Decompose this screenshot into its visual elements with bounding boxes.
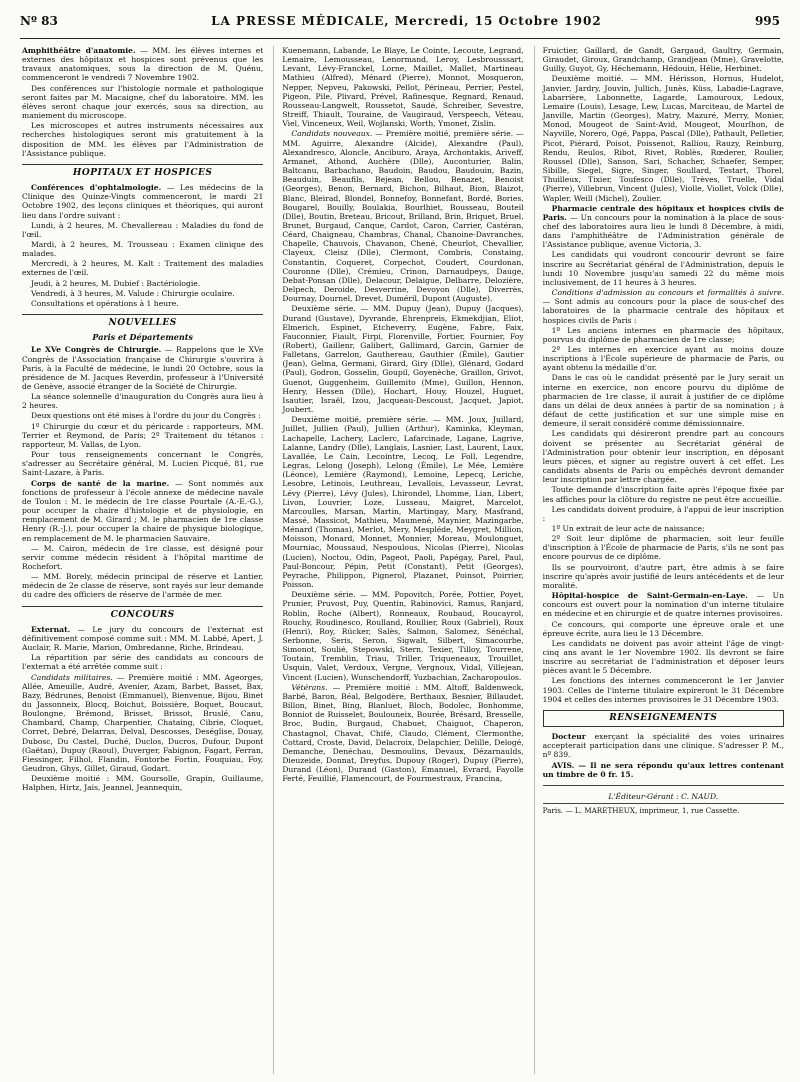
issue-number: Nº 83: [20, 14, 58, 28]
article-pharmacie: Pharmacie centrale des hôpitaux et hospices civils de Paris. — Un concours pour la nomination à la place de sous-chef des laboratoires aura lieu le lundi 8 Décembre, à midi, dans l'amphithéâtre de l'Administration générale de l'Assistance publique, avenue Victoria, 3.: [542, 203, 784, 250]
paragraph: Deuxième moitié : MM. Goursolle, Grapin, Guillaume, Halphen, Hirtz, Jais, Jeannel, Jeannequin,: [22, 774, 264, 793]
paragraph: — MM. Borely, médecin principal de réserve et Lantier, médecin de 2e classe de réserve, sont rayés sur leur demande du cadre des officiers de réserve de l'armée de mer.: [22, 572, 264, 600]
paragraph: Pour tous renseignements concernant le Congrès, s'adresser au Secrétaire général, M. Lucien Picqué, 81, rue Saint-Lazare, à Paris.: [22, 450, 264, 478]
paragraph: Les candidats ne doivent pas avoir atteint l'âge de vingt-cinq ans avant le 1er Novembre 1902. Ils devront se faire inscrire au secrétariat de l'administration et déposer leurs pièces avant le 5 Décembre.: [542, 638, 784, 676]
section-heading-concours: CONCOURS: [22, 606, 263, 620]
paragraph: 2º Les internes en exercice ayant au moins douze inscriptions à l'École supérieure de pharmacie de Paris, ou ayant obtenu la médaille d'or.: [542, 345, 784, 373]
schedule-line: Mardi, à 2 heures, M. Trousseau : Examen clinique des malades.: [22, 239, 264, 259]
paragraph: Deux questions ont été mises à l'ordre du jour du Congrès :: [31, 411, 261, 421]
paragraph: Deuxième série. — MM. Popovitch, Porée, Pottier, Poyet, Prunier, Pruvost, Puy, Quentin, Rabinovici, Ramus, Ranjard, Roblin, Roche (Albert), Ronneaux, Roubaud, Roucayrol, Rouchy, Roudinesco, Roulland, Roullier, Roux (Gabriel), Roux (Henri), Roy, Rücker, Salès, Salmon, Salomez, Sénéchal, Serbonne, Seris, Seron, Sigwalt, Silbert, Simacourbe, Simonot, Soulié, Stepowski, Stern, Texier, Tilloy, Tourrene, Toutain, Tremblin, Triau, Triller, Triqueneaux, Trouillet, Usquin, Valet, Verdoux, Vergne, Vergnoux, Vidal, Villejean, Vincent (Lucien), Wunschendorff, Yuzbachian, Zacharopoulos.: [282, 590, 524, 682]
section-heading-nouvelles: NOUVELLES: [22, 314, 263, 328]
conditions: Conditions d'admission au concours et formalités à suivre. — Sont admis au concours pour la place de sous-chef des laboratoires de la pharmacie centrale des hôpitaux et hospices civils de Paris :: [542, 288, 784, 325]
avis-notice: AVIS. — Il ne sera répondu qu'aux lettres contenant un timbre de 0 fr. 15.: [542, 760, 784, 779]
article-saint-germain: Hôpital-hospice de Saint-Germain-en-Laye. — Un concours est ouvert pour la nomination d'un interne titulaire en médecine et en chirurgie et de quatre internes provisoires.: [542, 591, 784, 619]
article-externat: Externat. — Le jury du concours de l'externat est définitivement composé comme suit : MM. M. Labbé, Apert, J. Auclair, R. Marie, Marion, Ombredanne, Riche, Brindeau.: [22, 624, 264, 653]
column-3: [534, 46, 784, 1074]
colophon: [543, 785, 784, 815]
paragraph: Deuxième série. — MM. Dupuy (Jean), Dupuy (Jacques), Durand (Gustave), Dyvrande, Ehrenpreis, Ekmekdjian, Eliot, Elmerich, Espinet, Etcheverry, Eugène, Fabre, Faix, Fauconnier, Fiault, Firpi, Florenville, Fortier, Fournier, Foy (Robert), Gaillenr, Galibert, Gallimard, Garcin, Garnier de Falletans, Garrelon, Gauthereau, Gauthier (Émile), Gautier (Jean), Gelma, Germani, Girard, Giry (Dlle), Glénard, Godard (Paul), Godron, Gosselin, Goupil, Goyenèche, Graillon, Grivot, Guenot, Guggenheim, Guillemito (Mme), Guillon, Hennon, Henry, Hessen (Dlle), Hochart, Houy, Houzel, Huguet, Isautier, Israël, Izou, Jacqueau-Descoust, Jacquet, Japiot, Joubert.: [282, 304, 524, 415]
schedule-line: Jeudi, à 2 heures, M. Dubief : Bactériologie.: [31, 278, 201, 288]
paragraph: 1º Un extrait de leur acte de naissance;: [551, 523, 705, 533]
page-folio: 995: [754, 14, 780, 28]
article-ophtalmologie: Conférences d'ophtalmologie. — Les médecins de la Clinique des Quinze-Vingts commenceront, le mardi 21 Octobre 1902, des leçons cliniques et théoriques, qui auront lieu dans l'ordre suivant :: [22, 183, 264, 220]
article-congres: Le XVe Congrès de Chirurgie. — Rappelons que le XVe Congrès de l'Association française de Chirurgie s'ouvrira à Paris, à la Faculté de médecine, le lundi 20 Octobre, sous la présidence de M. Jacques Reverdin, professeur à l'Université de Genève, associé étranger de la Société de Chirurgie.: [22, 345, 264, 391]
paragraph: 1º Les anciens internes en pharmacie des hôpitaux, pourvus du diplôme de pharmacien de 1re classe;: [542, 325, 784, 344]
paragraph: Dans le cas où le candidat présenté par le Jury serait un interne en exercice, non encore pourvu du diplôme de pharmacien de 1re classe, il aurait à justifier de ce diplôme dans un délai de deux années à partir de sa nomination ; à défaut de cette justification et sur une simple mise en demeure, il serait considéré comme démissionnaire.: [542, 373, 784, 429]
classified-ad: Docteur exerçant la spécialité des voies urinaires accepterait participation dans une clinique. S'adresser P. M., nº 839.: [542, 732, 784, 760]
masthead: [20, 14, 780, 36]
section-heading-renseignements: RENSEIGNEMENTS: [543, 710, 784, 727]
printer-line: Paris. — L. MARETHEUX, imprimeur, 1, rue Cassette.: [543, 803, 784, 815]
paragraph: Les fonctions des internes commenceront le 1er Janvier 1903. Celles de l'interne titulaire expireront le 31 Décembre 1904 et celles des internes provisoires le 31 Décembre 1903.: [542, 676, 784, 704]
column-2: [273, 46, 523, 1074]
veterans: Vétérans. — Première moitié : MM. Altoff, Baldenweck, Barbé, Baron, Béal, Belgodère, Berthaux, Besnier, Billaudet, Billon, Binet, Bing, Blanluet, Bloch, Bodolec, Bonhomme, Bonniot de Ruisselet, Boulouneix, Bourée, Brésard, Bresselle, Broc, Budin, Burgaud, Chabuet, Chaiguot, Chaperon, Chastagnol, Chavat, Chifé, Claudo, Clément, Clermonthe, Cottard, Croste, David, Delacroix, Delapchier, Delille, Delogé, Demanche, Denéchau, Desmoulins, Devaux, Dézarnaulds, Dieuzeide, Donnat, Dreyfus, Dupouy (Roger), Dupuy (Pierre), Durand (Léon), Durand (Gaston), Emanuel, Evrard, Fayolle Ferté, Feuillié, Flamencourt, de Fourmestraux, Francina,: [282, 682, 524, 784]
masthead-rule: [20, 38, 780, 39]
section-heading-hopitaux: HOPITAUX ET HOSPICES: [22, 164, 263, 178]
paragraph: Les candidats qui voudront concourir devront se faire inscrire au Secrétariat général de l'Administration, depuis le lundi 10 Novembre jusqu'au samedi 22 du même mois inclusivement, de 11 heures à 3 heures.: [542, 250, 784, 287]
subheading-paris: Paris et Départements: [92, 332, 193, 343]
schedule-line: Vendredi, à 3 heures, M. Valude : Chirurgie oculaire.: [31, 288, 235, 298]
paragraph: Toute demande d'inscription faite après l'époque fixée par les affiches pour la clôture du registre ne peut être accueillie.: [542, 485, 784, 504]
paragraph: La séance solennelle d'inauguration du Congrès aura lieu à 2 heures.: [22, 392, 264, 411]
editor-signature: L'Éditeur-Gérant : C. NAUD.: [608, 791, 719, 801]
paragraph: — M. Cairon, médecin de 1re classe, est désigné pour servir comme médecin résident à l'hôpital maritime de Rochefort.: [22, 543, 264, 571]
paragraph: Deuxième moitié, première série. — MM. Joux, Juillard, Juillet, Jullien (Paul), Jullien (Arthur), Kaminka, Kleyman, Lachapelle, Lachery, Laclerc, Lafarcinade, Lagane, Lagrive, Lalanne, Landry (Dlle), Langlais, Lasnier, Last, Laurent, Laux, Lavallée, Le Cain, Lecointre, Lecoq, Le Foll, Legendre, Legras, Lelong (Joseph), Lelong (Émile), Le Mée, Lemière (Léonce), Lemière (Raymond), Lemoine, Lepecq, Leriche, Lesobre, Letinois, Leuthreau, Levallois, Levasseur, Levrat, Lévy (Pierre), Lévy (Jules), Lhirondel, Lhomme, Lian, Libert, Livon, Louvrier, Loze, Lusseau, Maigret, Marcelot, Marcoulles, Marsan, Martin, Martingay, Mary, Masfrand, Massé, Massicot, Mathieu, Maumené, Maynier, Mazingarbe, Ménard (Thomas), Merlot, Mery, Mespléde, Meygret, Million, Moisson, Monard, Monnet, Monnier, Moreau, Moulonguet, Mourniac, Moussaud, Nespoulous, Nicolas (Pierre), Nicolas (Lucien), Noctou, Odin, Pageot, Paoli, Papégay, Parel, Paul, Paul-Boncour, Pépin, Petit (Constant), Petit (Georges), Peyrache, Philippon, Pignerol, Plazanet, Poinsot, Poirrier, Poisson.: [282, 415, 524, 590]
paragraph: Les candidats doivent produire, à l'appui de leur inscription :: [542, 504, 784, 523]
schedule-line: Mercredi, à 2 heures, M. Kalt : Traitement des maladies externes de l'œil.: [22, 259, 264, 278]
paragraph: Deuxième moitié. — MM. Hérisson, Hornus, Hudelot, Janvier, Jardry, Jouvin, Jullich, Junès, Küss, Labadie-Lagrave, Labarrière, Labonnette, Lagarde, Lamouroux, Ledoux, Lemaire (Louis), Lesage, Lew, Lucas, Marciteau, de Martel de Janville, Martin (Georges), Matry, Mazuré, Merry, Monier, Monod, Mougeot de Saint-Avid, Mougeot, Mourlhon, de Nayville, Norero, Ogé, Pappa, Pascal (Dlle), Pathault, Pelletier, Picot, Piérard, Poisot, Poissenot, Ralliou, Rauzy, Reinburg, Rendu, Reulos, Ribot, Rivet, Roblès, Rœderer, Roulier, Roussel (Dlle), Sanson, Sari, Schacher, Schaefer, Semper, Sibille, Siegel, Sigre, Singer, Soullard, Testart, Thorel, Thuilleux, Tixier, Toufesco (Dlle), Trèves, Truelle, Vidal (Pierre), Villebrun, Vincent (Jules), Violle, Viollet, Volck (Dlle), Wapler, Weill (Michel), Zoulier.: [542, 74, 784, 203]
columns: [22, 46, 784, 1074]
publication-title: LA PRESSE MÉDICALE, Mercredi, 15 Octobre 1902: [211, 14, 602, 28]
column-1: [22, 46, 263, 1074]
schedule-line: Lundi, à 2 heures, M. Chevallereau : Maladies du fond de l'œil.: [22, 220, 264, 239]
paragraph: 1º Chirurgie du cœur et du péricarde : rapporteurs, MM. Terrier et Reymond, de Paris; 2º Traitement du tétanos : rapporteur, M. Vallas, de Lyon.: [22, 421, 264, 449]
schedule-line: Consultations et opérations à 1 heure.: [31, 298, 179, 308]
paragraph: Des conférences sur l'histologie normale et pathologique seront faites par M. Macaigne, chef du laboratoire. MM. les élèves seront chaque jour exercés, sous sa direction, au maniement du microscope.: [22, 83, 264, 121]
paragraph: Kuenemann, Labande, Le Blaye, Le Cointe, Lecoute, Legrand, Lemaire, Lemousseau, Lenormand, Leroy, Lesbrousssart, Levant, Lévy-Franckel, Lorne, Maillet, Mallet, Martineau Mathieu (Alfred), Ménard (Pierre), Monnot, Mosqueron, Nepper, Nepveu, Pakowski, Pellot, Périneau, Perrier, Pestel, Pigeon, Pile, Plivard, Prével, Rafinesque, Regnard, Renaud, Rousseau-Langwelt, Roussetot, Saudé, Schreiber, Sevestre, Streiff, Thiault, Touraine, de Vaugiraud, Verspeech, Véteau, Viel, Vinceneux, Weil, Wojlanski, Worth, Ymonet, Zislin.: [282, 46, 524, 129]
paragraph: Ce concours, qui comporte une épreuve orale et une épreuve écrite, aura lieu le 13 Décembre.: [542, 619, 784, 638]
paragraph: Les candidats qui désireront prendre part au concours doivent se présenter au Secrétariat général de l'Administration pour obtenir leur inscription, en déposant leurs pièces, et signer au registre ouvert à cet effet. Les candidats absents de Paris ou empêchés devront demander leur inscription par lettre chargée.: [542, 429, 784, 485]
paragraph: 2º Soit leur diplôme de pharmacien, soit leur feuille d'inscription à l'École de pharmacie de Paris, s'ils ne sont pas encore pourvus de ce diplôme.: [542, 534, 784, 562]
paragraph: Fruictier, Gaillard, de Gandt, Gargaud, Gaultry, Germain, Giraudet, Giroux, Grandchamp, Grandjean (Mme), Gravelotte, Guilly, Guyot, Gy, Héchemann, Hédouin, Hélie, Herbinet.: [542, 46, 784, 74]
candidats-militaires: Candidats militaires. — Première moitié : MM. Ageorges, Allée, Ameuille, Audré, Avenier, Azam, Barbet, Basset, Bax, Bazy, Bédrunes, Benoist (Emmanuel), Bienvenue, Bijou, Binet du Jassonneix, Blocq, Boichut, Boissière, Boquet, Boucaut, Boulongne, Brémond, Brisset, Brissot, Bruslé, Canu, Chambard, Champ, Charpentier, Chataing, Cibrie, Cloquet, Corret, Debré, Delarras, Delval, Descosses, Deséglise, Douay, Dubosc, Du Castel, Duché, Duclos, Ducros, Dufour, Dupont (Gaëtan), Dupuy (Raoul), Duverger, Fabignon, Fagart, Ferran, Fiessinger, Filhol, Flandin, Fontorbe Fortin, Fouquiau, Foy, Geudron, Ghys, Gillet, Giraud, Godart.: [22, 672, 264, 774]
paragraph: La répartition par série des candidats au concours de l'externat a été arrêtée comme suit :: [22, 653, 264, 672]
article-marine: Corps de santé de la marine. — Sont nommés aux fonctions de professeur à l'école annexe de médecine navale de Toulon : M. le médecin de 1re classe Pourtale (A.-E.-G.), pour occuper la chaire d'histologie et de physiologie, en remplacement de M. Girard ; M. le pharmacien de 1re classe Henry (R.-J.), pour occuper la chaire de physique biologique, en remplacement de M. le pharmacien Sauvaire.: [22, 478, 264, 543]
paragraph: Les microscopes et autres instruments nécessaires aux recherches histologiques seront mis gratuitement à la disposition de MM. les élèves par l'Administration de l'Assistance publique.: [22, 121, 264, 158]
candidats-nouveaux: Candidats nouveaux. — Première moitié, première série. — MM. Aguirre, Alexandre (Alcide), Alexandre (Paul), Alexandresco, Aloncle, Anciburo, Araya, Archontakis, Ariveff, Armanet, Athond, Auchère (Dlle), Auconturier, Balin, Baltcanu, Barbachano, Baudoin, Baudou, Baudouin, Bazin, Beauduin, Beaufils, Bejean, Bellou, Benazet, Benoist (Georges), Benon, Bernard, Bichon, Bilhaut, Bion, Blaizot, Blanc, Bleirad, Blondel, Bonnefoy, Bonnefant, Bordé, Bories, Bougarel, Bouilly, Boulakia, Bourlhiet, Bousseau, Bouteil (Dlle), Boutin, Breteau, Bricout, Brilland, Brin, Briquet, Bruel, Brunet, Burgaud, Canque, Cardot, Caron, Carrier, Castéran, Céard, Chaigneau, Chambras, Chanal, Chanoine-Davranches, Chapelle, Chauvois, Chavanon, Chené, Cheurlot, Chevallier, Clayeux, Cleisz (Dlle), Clermont, Combris, Constaing, Constantin, Coqueret, Corpechot, Coudert, Courdonan, Couronne (Dlle), Crémieu, Crinon, Darnaudpeys, Dauge, Debat-Ponsan (Dlle), Delacour, Delaigue, Delbarre, Delozière, Delpech, Deroide, Desverrine, Devoyon (Dlle), Diverrès, Dournay, Dournel, Drevet, Duméril, Dupont (Auguste).: [282, 129, 524, 304]
article-amphitheatre: Amphithéâtre d'anatomie. — MM. les élèves internes et externes des hôpitaux et hospices sont prévenus que les travaux anatomiques, sous la direction de M. Quénu, commenceront le vendredi 7 Novembre 1902.: [22, 46, 264, 83]
paragraph: Ils se pourvoiront, d'autre part, être admis à se faire inscrire qu'après avoir justifié de leurs antécédents et de leur moralité.: [542, 562, 784, 590]
